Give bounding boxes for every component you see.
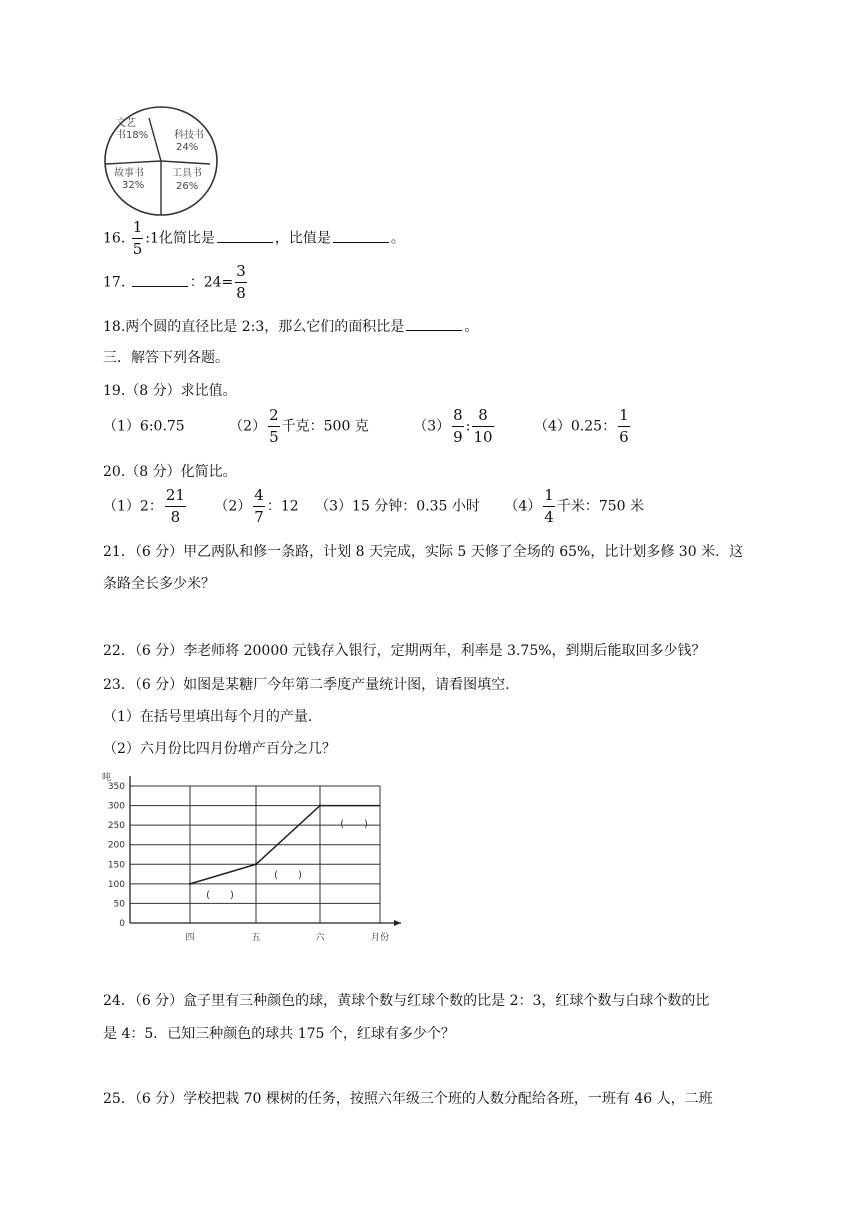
fraction: $\frac{3}{8}$ [236, 262, 246, 302]
y-tick-label: 250 [107, 821, 125, 832]
answer-blank[interactable] [333, 230, 389, 243]
text: 。 [390, 230, 405, 247]
question-24-line1: 24．（6 分）盒子里有三种颜色的球，黄球个数与红球个数的比是 2：3，红球个数与白球个数的比 [103, 993, 710, 1009]
question-number: 16. [103, 230, 126, 247]
fraction: $\frac{8}{10}$ [473, 406, 493, 446]
text: ：24= [189, 274, 234, 291]
y-tick-label: 300 [107, 801, 125, 812]
part: （3） [413, 418, 451, 435]
fraction: $\frac{21}{8}$ [165, 486, 185, 526]
pie-label-name: 工具书 [172, 168, 202, 179]
fraction: $\frac{4}{7}$ [254, 486, 264, 526]
text: ，比值是 [274, 230, 331, 247]
answer-bracket: ( ) [274, 870, 302, 881]
question-19-heading: 19.（8 分）求比值。 [103, 383, 237, 399]
question-25: 25．（6 分）学校把栽 70 棵树的任务，按照六年级三个班的人数分配给各班，一班有 46 人，二班 [103, 1091, 713, 1107]
x-tick-label: 四 [185, 933, 195, 943]
pie-label-name: 故事书 [114, 168, 144, 179]
question-24-line2: 是 4：5．已知三种颜色的球共 175 个，红球有多少个？ [103, 1026, 455, 1042]
question-22: 22．（6 分）李老师将 20000 元钱存入银行，定期两年，利率是 3.75%，到期后能取回多少钱？ [103, 643, 706, 659]
question-23-heading: 23．（6 分）如图是某糖厂今年第二季度产量统计图，请看图填空. [103, 677, 510, 693]
fraction: $\frac{1}{6}$ [619, 406, 629, 446]
text: 千克：500 克 [281, 418, 369, 435]
question-23-part1: （1）在括号里填出每个月的产量. [103, 709, 313, 725]
question-number: 17. [103, 274, 126, 291]
y-tick-label: 200 [107, 840, 125, 851]
pie-label-pct: 26% [176, 181, 199, 192]
text: 18.两个圆的直径比是 2:3，那么它们的面积比是 [103, 319, 405, 335]
text: 。 [464, 319, 479, 335]
answer-blank[interactable] [132, 274, 188, 287]
text: : [465, 418, 471, 435]
question-20-heading: 20.（8 分）化简比。 [103, 464, 237, 480]
fraction: $\frac{1}{4}$ [544, 486, 554, 526]
x-axis-label: 月份 [370, 933, 390, 943]
data-point [319, 804, 321, 806]
part: （2） [229, 418, 267, 435]
part: （1）2： [103, 498, 163, 515]
pie-label-name: 科技书 [174, 130, 204, 141]
pie-label-pct: 24% [176, 142, 199, 153]
y-tick-label: 350 [107, 782, 125, 792]
y-tick-label: 150 [107, 860, 125, 871]
question-21-line1: 21．（6 分）甲乙两队和修一条路，计划 8 天完成，实际 5 天修了全场的 65%，比计划多修 30 米．这 [103, 544, 744, 560]
answer-blank[interactable] [217, 230, 273, 243]
text: :1化简比是 [145, 230, 215, 247]
fraction: $\frac{2}{5}$ [269, 406, 279, 446]
question-16 [103, 220, 405, 257]
section-heading: 三．解答下列各题。 [103, 350, 229, 366]
part: （4）0.25： [533, 418, 617, 435]
x-tick-label: 五 [251, 933, 261, 943]
y-tick-label: 0 [119, 919, 125, 929]
pie-divider-left [106, 161, 161, 164]
x-tick-label: 六 [315, 933, 325, 943]
y-axis-label: 吨 [102, 773, 112, 783]
part: （3）15 分钟：0.35 小时 [315, 498, 480, 515]
data-point [189, 883, 191, 885]
question-21-line2: 条路全长多少米？ [103, 576, 215, 592]
question-20-parts [103, 488, 644, 525]
answer-blank[interactable] [406, 318, 462, 331]
production-line-chart [98, 770, 408, 950]
data-point [255, 863, 257, 865]
answer-bracket: ( ) [340, 819, 368, 830]
fraction: $\frac{1}{5}$ [132, 218, 143, 258]
part: （2） [214, 498, 252, 515]
pie-divider-top [149, 118, 161, 161]
text: ：12 [266, 498, 299, 515]
answer-bracket: ( ) [206, 890, 234, 901]
fraction: $\frac{8}{9}$ [453, 406, 463, 446]
y-tick-label: 50 [113, 899, 125, 910]
question-19-parts [103, 408, 632, 445]
question-23-part2: （2）六月份比四月份增产百分之几？ [103, 741, 336, 757]
text: 千米：750 米 [556, 498, 645, 515]
x-axis-arrow [394, 920, 401, 926]
y-tick-label: 100 [107, 879, 125, 890]
pie-label-pct: 32% [122, 180, 145, 191]
part: （1）6:0.75 [103, 418, 185, 435]
part: （4） [504, 498, 542, 515]
pie-chart [102, 104, 222, 218]
question-17 [103, 264, 249, 301]
pie-divider-right [161, 161, 210, 164]
pie-label-name: 文艺 [116, 118, 136, 129]
pie-label-pct: 书18% [116, 130, 149, 141]
question-18 [103, 316, 478, 336]
